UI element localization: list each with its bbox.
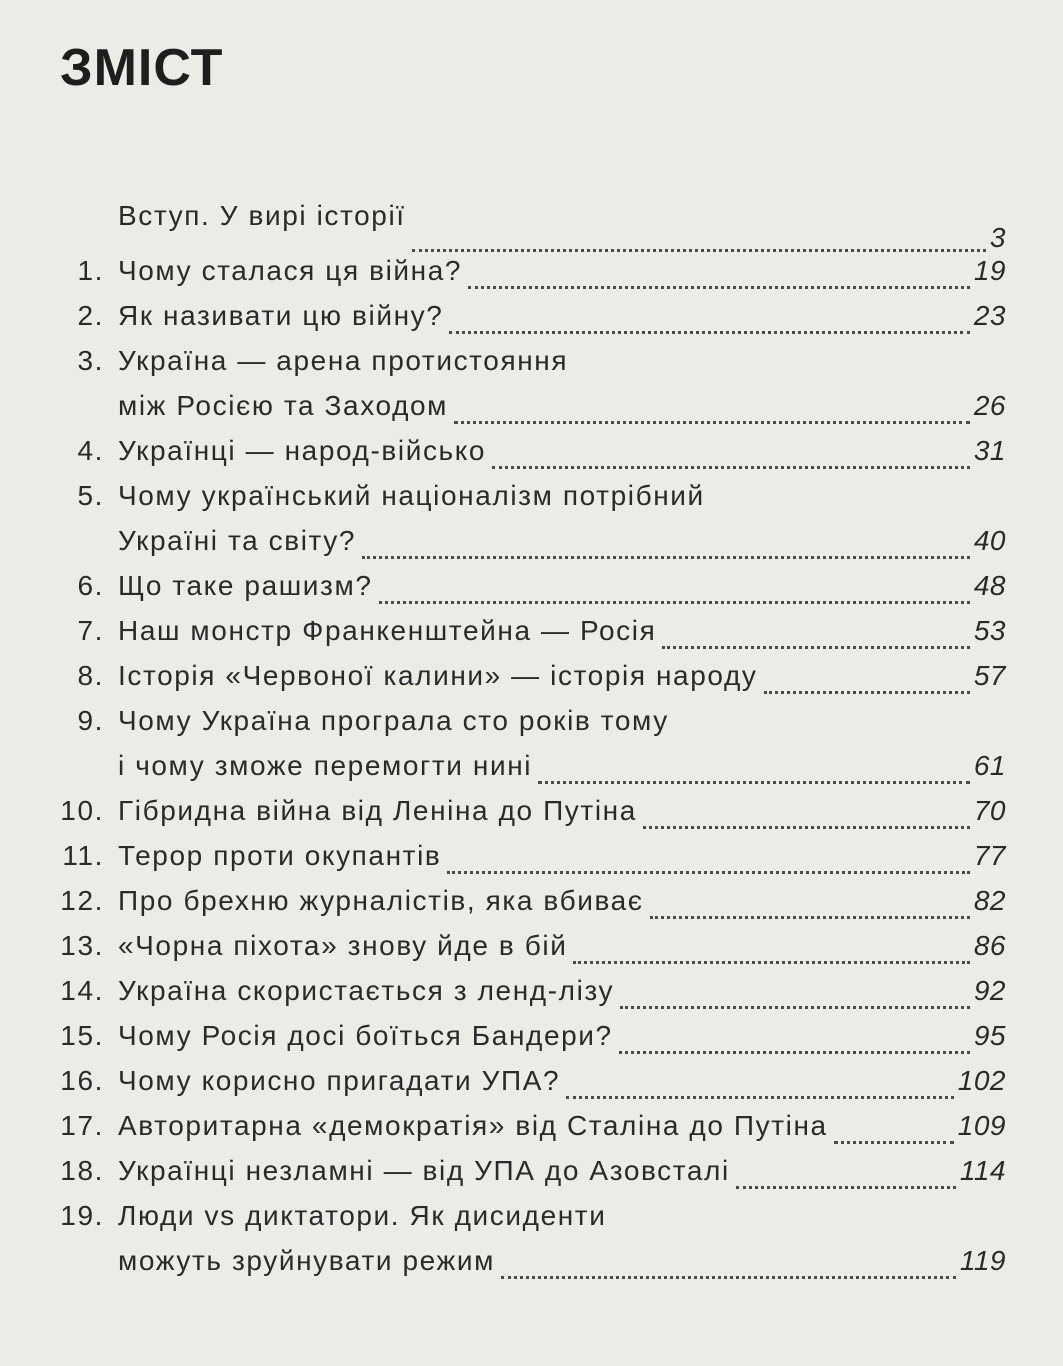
toc-entry-number: 12. — [60, 885, 104, 916]
toc-entry-number: 16. — [60, 1065, 104, 1096]
toc-entry-number: 8. — [77, 660, 104, 691]
toc-entry-line — [77, 255, 1006, 295]
toc-entry-line — [60, 1155, 1006, 1195]
dot-leader — [764, 691, 970, 694]
toc-entry-line — [77, 345, 569, 385]
toc-entry-number: 14. — [60, 975, 104, 1006]
toc-entry-title: Наш монстр Франкенштейна — Росія — [118, 615, 657, 646]
toc-entry-title: Чому український націоналізм потрібний — [118, 480, 705, 511]
toc-entry-number: 17. — [60, 1110, 104, 1141]
dot-leader — [619, 1051, 970, 1054]
toc-entry-line — [77, 480, 705, 520]
dot-leader — [501, 1276, 956, 1279]
toc-entry-number: 11. — [62, 840, 104, 871]
toc-entry-number: 4. — [77, 435, 104, 466]
toc-page-number: 23 — [973, 300, 1006, 331]
dot-leader — [643, 826, 970, 829]
dot-leader — [449, 331, 969, 334]
toc-entry-number: 10. — [60, 795, 104, 826]
toc-entry-line — [77, 660, 1006, 700]
toc-page-number: 53 — [973, 615, 1006, 646]
dot-leader — [379, 601, 970, 604]
dot-leader — [620, 1006, 970, 1009]
toc-entry-title: Чому Росія досі боїться Бандери? — [118, 1020, 613, 1051]
dot-leader — [468, 286, 970, 289]
toc-entry-line — [77, 300, 1006, 340]
toc-entry-line — [60, 975, 1006, 1015]
toc-entry-title: Гібридна війна від Леніна до Путіна — [118, 795, 637, 826]
toc-entry-title: Терор проти окупантів — [118, 840, 442, 871]
toc-entry-title: Українці — народ-військо — [118, 435, 487, 466]
toc-page-number: 114 — [959, 1155, 1006, 1186]
toc-entry-line — [77, 615, 1006, 655]
toc-entry-number: 18. — [60, 1155, 104, 1186]
toc-entry-title: «Чорна піхота» знову йде в бій — [118, 930, 568, 961]
toc-entry-title: Чому Україна програла сто років тому — [118, 705, 669, 736]
toc-page-number: 77 — [973, 840, 1006, 871]
toc-entry-line — [60, 1110, 1006, 1150]
dot-leader — [454, 421, 970, 424]
toc-entry-line — [60, 1200, 607, 1240]
toc-entry-title: Історія «Червоної калини» — історія народу — [118, 660, 758, 691]
toc-entry-title: Авторитарна «демократія» від Сталіна до Путіна — [118, 1110, 828, 1141]
toc-entry-line — [60, 1020, 1006, 1060]
toc-entry-number: 15. — [60, 1020, 104, 1051]
toc-entry-line — [77, 435, 1006, 475]
toc-entry-title: Україні та світу? — [118, 525, 357, 556]
toc-entry-title: Вступ. У вирі історії — [118, 200, 406, 231]
toc-page-number: 19 — [973, 255, 1006, 286]
toc-entry-title: Що таке рашизм? — [118, 570, 373, 601]
toc-page-number: 31 — [973, 435, 1006, 466]
toc-entry-line — [60, 795, 1006, 835]
toc-entry-line — [60, 930, 1006, 970]
dot-leader — [362, 556, 970, 559]
toc-page-number: 92 — [973, 975, 1006, 1006]
toc-page-number: 86 — [973, 930, 1006, 961]
toc-entry-line — [77, 705, 669, 745]
toc-entry-title: Люди vs диктатори. Як дисиденти — [118, 1200, 607, 1231]
toc-entry-line — [118, 525, 1006, 565]
toc-entry-line — [118, 1245, 1006, 1285]
toc-entry-number: 5. — [77, 480, 104, 511]
toc-entry-number: 3. — [77, 345, 104, 376]
toc-page-number: 82 — [973, 885, 1006, 916]
toc-entry-number: 1. — [77, 255, 104, 286]
toc-page-number: 26 — [973, 390, 1006, 421]
toc-entry-number: 7. — [77, 615, 104, 646]
toc-page-number: 3 — [989, 222, 1006, 253]
dot-leader — [662, 646, 969, 649]
dot-leader — [538, 781, 970, 784]
toc-entry-title: Чому корисно пригадати УПА? — [118, 1065, 561, 1096]
toc-entry-title: Україна скористається з ленд-лізу — [118, 975, 615, 1006]
toc-entry-number: 6. — [77, 570, 104, 601]
toc-entry-title: Про брехню журналістів, яка вбиває — [118, 885, 644, 916]
toc-entry-number: 9. — [77, 705, 104, 736]
toc-entry-title: Україна — арена протистояння — [118, 345, 569, 376]
toc-entry-line — [118, 390, 1006, 430]
toc-entry-title: Чому сталася ця війна? — [118, 255, 463, 286]
toc-entry-number: 2. — [77, 300, 104, 331]
toc-page-number: 119 — [959, 1245, 1006, 1276]
dot-leader — [492, 466, 970, 469]
toc-entry-title: між Росією та Заходом — [118, 390, 449, 421]
toc-entry-line — [118, 750, 1006, 790]
toc-entry-title: і чому зможе перемогти нині — [118, 750, 533, 781]
dot-leader — [573, 961, 969, 964]
toc-page-number: 95 — [973, 1020, 1006, 1051]
toc-entry-line — [60, 885, 1006, 925]
toc-entry-line — [77, 570, 1006, 610]
dot-leader — [412, 249, 986, 252]
toc-page-number: 57 — [973, 660, 1006, 691]
toc-page-number: 102 — [957, 1065, 1006, 1096]
toc-entry-line — [60, 1065, 1006, 1105]
toc-page-number: 109 — [957, 1110, 1006, 1141]
toc-page-number: 70 — [973, 795, 1006, 826]
toc-entry-title: можуть зруйнувати режим — [118, 1245, 495, 1276]
toc-entry-number: 13. — [60, 930, 104, 961]
dot-leader — [447, 871, 969, 874]
toc-entry-line — [118, 200, 1006, 253]
toc-page-number: 40 — [973, 525, 1006, 556]
dot-leader — [650, 916, 970, 919]
toc-entry-line — [62, 840, 1006, 880]
toc-entry-title: Як називати цю війну? — [118, 300, 444, 331]
dot-leader — [834, 1141, 954, 1144]
toc-page-number: 61 — [973, 750, 1006, 781]
toc-entry-title: Українці незламні — від УПА до Азовсталі — [118, 1155, 730, 1186]
dot-leader — [566, 1096, 954, 1099]
dot-leader — [736, 1186, 956, 1189]
page-title: ЗМІСТ — [60, 39, 224, 97]
toc-entry-number: 19. — [60, 1200, 104, 1231]
toc-page-number: 48 — [973, 570, 1006, 601]
